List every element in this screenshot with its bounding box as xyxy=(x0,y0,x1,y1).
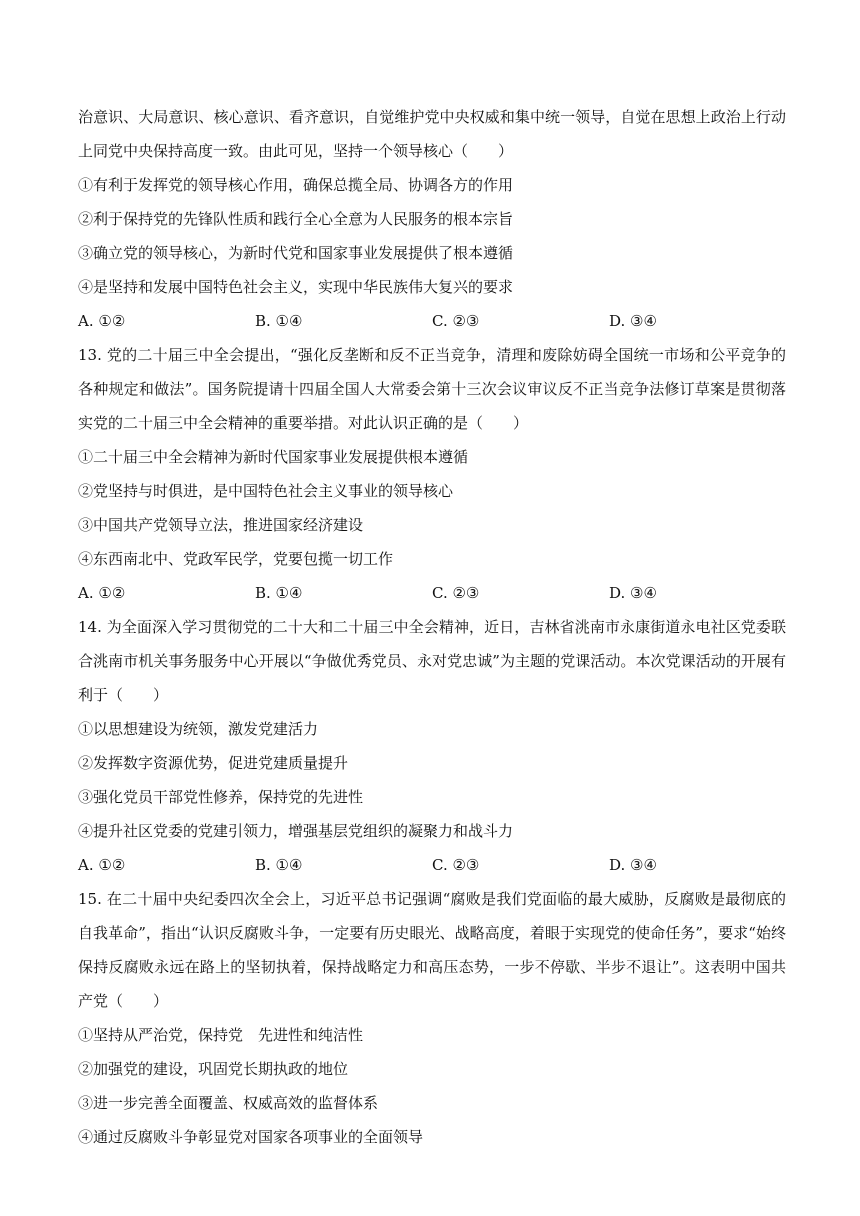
question-13-item-4: ④东西南北中、党政军民学，党要包揽一切工作 xyxy=(78,550,394,568)
question-13-item-1: ①二十届三中全会精神为新时代国家事业发展提供根本遵循 xyxy=(78,448,469,466)
option-d: D. ③④ xyxy=(609,856,657,874)
question-15-item-1: ①坚持从严治党，保持党 先进性和纯洁性 xyxy=(78,1026,364,1044)
option-c: C. ②③ xyxy=(432,312,480,330)
question-14-item-3: ③强化党员干部党性修养，保持党的先进性 xyxy=(78,788,364,806)
option-a: A. ①② xyxy=(78,584,126,602)
question-14-item-1: ①以思想建设为统领，激发党建活力 xyxy=(78,720,319,738)
question-13-stem: 13. 党的二十届三中全会提出，“强化反垄断和反不正当竞争，清理和废除妨碍全国统一市场和公平竞争的各种规定和做法”。国务院提请十四届全国人大常委会第十三次会议审议反不正当竞争法修订草案是贯彻落实党的二十届三中全会精神的重要举措。对此认识正确的是（ ） xyxy=(78,346,786,432)
question-14-item-4: ④提升社区党委的党建引领力，增强基层党组织的凝聚力和战斗力 xyxy=(78,822,514,840)
option-a: A. ①② xyxy=(78,856,126,874)
question-14-stem: 14. 为全面深入学习贯彻党的二十大和二十届三中全会精神，近日，吉林省洮南市永康街道永电社区党委联合洮南市机关事务服务中心开展以“争做优秀党员、永对党忠诚”为主题的党课活动。本次党课活动的开展有利于（ ） xyxy=(78,618,786,704)
question-15-stem: 15. 在二十届中央纪委四次全会上，习近平总书记强调“腐败是我们党面临的最大威胁，反腐败是最彻底的自我革命”，指出“认识反腐败斗争，一定要有历史眼光、战略高度，着眼于实现党的使命任务”，要求“始终保持反腐败永远在路上的坚韧执着，保持战略定力和高压态势，一步不停歇、半步不退让”。这表明中国共产党（ ） xyxy=(78,890,786,1010)
question-13-options xyxy=(78,576,786,610)
question-12-stem: 治意识、大局意识、核心意识、看齐意识，自觉维护党中央权威和集中统一领导，自觉在思想上政治上行动上同党中央保持高度一致。由此可见，坚持一个领导核心（ ） xyxy=(78,108,786,160)
option-c: C. ②③ xyxy=(432,856,480,874)
option-b: B. ①④ xyxy=(255,584,303,602)
question-15-item-3: ③进一步完善全面覆盖、权威高效的监督体系 xyxy=(78,1094,379,1112)
question-12-item-2: ②利于保持党的先锋队性质和践行全心全意为人民服务的根本宗旨 xyxy=(78,210,514,228)
question-15 xyxy=(78,882,786,1154)
question-12-item-4: ④是坚持和发展中国特色社会主义，实现中华民族伟大复兴的要求 xyxy=(78,278,514,296)
question-12-item-1: ①有利于发挥党的领导核心作用，确保总揽全局、协调各方的作用 xyxy=(78,176,514,194)
question-14 xyxy=(78,610,786,882)
option-b: B. ①④ xyxy=(255,856,303,874)
question-14-options xyxy=(78,848,786,882)
option-d: D. ③④ xyxy=(609,584,657,602)
question-15-item-2: ②加强党的建设，巩固党长期执政的地位 xyxy=(78,1060,349,1078)
question-13-item-3: ③中国共产党领导立法，推进国家经济建设 xyxy=(78,516,364,534)
question-12-options xyxy=(78,304,786,338)
option-c: C. ②③ xyxy=(432,584,480,602)
question-15-item-4: ④通过反腐败斗争彰显党对国家各项事业的全面领导 xyxy=(78,1128,424,1146)
option-a: A. ①② xyxy=(78,312,126,330)
question-13-item-2: ②党坚持与时俱进，是中国特色社会主义事业的领导核心 xyxy=(78,482,454,500)
question-12-item-3: ③确立党的领导核心，为新时代党和国家事业发展提供了根本遵循 xyxy=(78,244,514,262)
option-b: B. ①④ xyxy=(255,312,303,330)
page-content xyxy=(78,100,786,1154)
question-14-item-2: ②发挥数字资源优势，促进党建质量提升 xyxy=(78,754,349,772)
question-13 xyxy=(78,338,786,610)
option-d: D. ③④ xyxy=(609,312,657,330)
question-12 xyxy=(78,100,786,338)
